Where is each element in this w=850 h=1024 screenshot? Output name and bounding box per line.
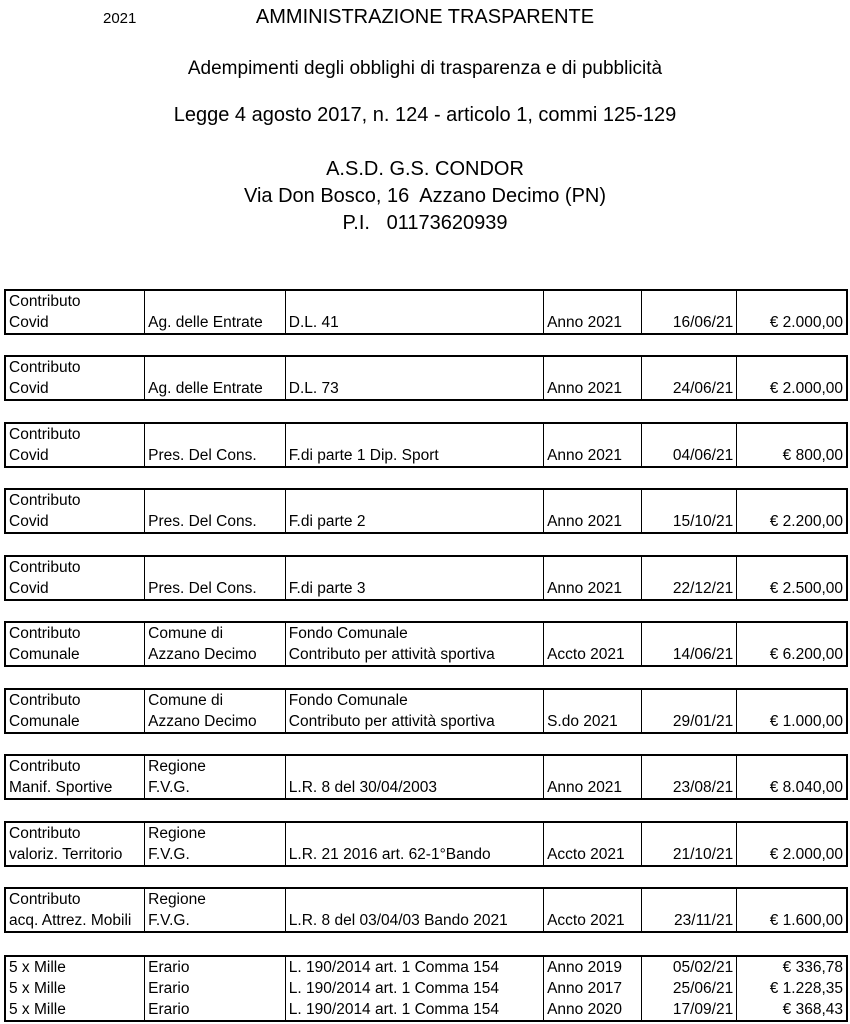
type-cell: Covid (9, 447, 49, 464)
date-cell: 22/12/21 (641, 578, 737, 600)
reference-cell (285, 556, 543, 578)
date-cell: 04/06/21 (641, 445, 737, 467)
source-cell: Erario (145, 999, 286, 1021)
contribution-block (4, 488, 848, 534)
reference-cell: D.L. 73 (285, 378, 543, 400)
date-cell: 16/06/21 (641, 312, 737, 334)
table-row (5, 755, 847, 777)
reference-cell: L.R. 21 2016 art. 62-1°Bando (285, 844, 543, 866)
source-cell: Ag. delle Entrate (145, 312, 286, 334)
amount-cell: € 6.200,00 (737, 644, 847, 666)
source-cell: F.V.G. (145, 910, 286, 932)
contribution-block (4, 621, 848, 667)
table-row (5, 356, 847, 378)
source-cell: Erario (145, 978, 286, 999)
period-cell: S.do 2021 (544, 711, 642, 733)
amount-cell: € 1.228,35 (737, 978, 847, 999)
period-cell (544, 556, 642, 578)
source-cell (145, 556, 286, 578)
reference-cell (285, 290, 543, 312)
amount-cell: € 2.200,00 (737, 511, 847, 533)
law-reference: Legge 4 agosto 2017, n. 124 - articolo 1, commi 125-129 (173, 104, 677, 126)
organization-address: Via Don Bosco, 16 Azzano Decimo (PN) (243, 185, 607, 207)
type-cell: Contributo (9, 559, 81, 576)
date-cell: 14/06/21 (641, 644, 737, 666)
period-cell: Anno 2021 (544, 511, 642, 533)
reference-cell (285, 489, 543, 511)
amount-cell: € 2.500,00 (737, 578, 847, 600)
reference-cell: L. 190/2014 art. 1 Comma 154 (285, 978, 543, 999)
type-cell: Contributo (9, 891, 81, 908)
period-cell: Anno 2021 (544, 312, 642, 334)
source-cell: Azzano Decimo (145, 644, 286, 666)
period-cell (544, 689, 642, 711)
table-row (5, 423, 847, 445)
source-cell: Azzano Decimo (145, 711, 286, 733)
table-row (5, 378, 847, 400)
amount-cell: € 368,43 (737, 999, 847, 1021)
document-year: 2021 (103, 10, 137, 27)
type-cell: acq. Attrez. Mobili (9, 912, 132, 929)
table-row (5, 689, 847, 711)
type-cell: Comunale (9, 713, 80, 730)
organization-name: A.S.D. G.S. CONDOR (326, 158, 524, 180)
source-cell (145, 423, 286, 445)
date-cell: 29/01/21 (641, 711, 737, 733)
date-cell (641, 290, 737, 312)
type-cell: Covid (9, 380, 49, 397)
type-cell: Comunale (9, 646, 80, 663)
type-cell: Contributo (9, 293, 81, 310)
contribution-block (4, 355, 848, 401)
source-cell (145, 489, 286, 511)
amount-cell (737, 622, 847, 644)
date-cell (641, 556, 737, 578)
reference-cell: Fondo Comunale (285, 689, 543, 711)
amount-cell (737, 556, 847, 578)
reference-cell (285, 356, 543, 378)
table-row (5, 445, 847, 467)
source-cell: Pres. Del Cons. (145, 578, 286, 600)
source-cell: Regione (145, 888, 286, 910)
amount-cell (737, 423, 847, 445)
reference-cell: F.di parte 3 (285, 578, 543, 600)
amount-cell: € 2.000,00 (737, 844, 847, 866)
table-row (5, 511, 847, 533)
contribution-block (4, 821, 848, 867)
amount-cell: € 2.000,00 (737, 378, 847, 400)
date-cell (641, 822, 737, 844)
source-cell: F.V.G. (145, 844, 286, 866)
contribution-block (4, 754, 848, 800)
table-row (5, 910, 847, 932)
period-cell: Anno 2017 (544, 978, 642, 999)
period-cell: Anno 2021 (544, 378, 642, 400)
table-row (5, 777, 847, 799)
date-cell: 17/09/21 (641, 999, 737, 1021)
period-cell (544, 356, 642, 378)
table-row (5, 978, 847, 999)
source-cell: Regione (145, 755, 286, 777)
type-cell: 5 x Mille (9, 959, 66, 976)
reference-cell (285, 888, 543, 910)
date-cell: 05/02/21 (641, 956, 737, 978)
period-cell (544, 888, 642, 910)
period-cell: Accto 2021 (544, 644, 642, 666)
type-cell: Manif. Sportive (9, 779, 113, 796)
reference-cell: F.di parte 2 (285, 511, 543, 533)
date-cell: 15/10/21 (641, 511, 737, 533)
table-row (5, 290, 847, 312)
organization-vat: P.I. 01173620939 (342, 212, 508, 234)
date-cell: 23/11/21 (641, 910, 737, 932)
date-cell: 25/06/21 (641, 978, 737, 999)
date-cell (641, 888, 737, 910)
type-cell: Contributo (9, 359, 81, 376)
period-cell (544, 489, 642, 511)
table-row (5, 578, 847, 600)
type-cell: 5 x Mille (9, 980, 66, 997)
period-cell (544, 423, 642, 445)
table-row (5, 711, 847, 733)
date-cell (641, 489, 737, 511)
type-cell: Contributo (9, 825, 81, 842)
type-cell: Contributo (9, 426, 81, 443)
amount-cell: € 800,00 (737, 445, 847, 467)
period-cell: Anno 2021 (544, 445, 642, 467)
date-cell (641, 755, 737, 777)
date-cell (641, 423, 737, 445)
period-cell: Anno 2020 (544, 999, 642, 1021)
type-cell: 5 x Mille (9, 1001, 66, 1018)
type-cell: Contributo (9, 692, 81, 709)
amount-cell (737, 689, 847, 711)
type-cell: valoriz. Territorio (9, 846, 123, 863)
amount-cell: € 2.000,00 (737, 312, 847, 334)
source-cell: Pres. Del Cons. (145, 511, 286, 533)
period-cell (544, 822, 642, 844)
reference-cell: Contributo per attività sportiva (285, 644, 543, 666)
date-cell (641, 356, 737, 378)
reference-cell: L. 190/2014 art. 1 Comma 154 (285, 999, 543, 1021)
type-cell: Covid (9, 314, 49, 331)
contribution-block (4, 955, 848, 1022)
reference-cell: L.R. 8 del 03/04/03 Bando 2021 (285, 910, 543, 932)
reference-cell: L.R. 8 del 30/04/2003 (285, 777, 543, 799)
source-cell: Pres. Del Cons. (145, 445, 286, 467)
period-cell: Accto 2021 (544, 844, 642, 866)
reference-cell (285, 822, 543, 844)
amount-cell: € 336,78 (737, 956, 847, 978)
amount-cell (737, 755, 847, 777)
amount-cell: € 1.000,00 (737, 711, 847, 733)
source-cell: Ag. delle Entrate (145, 378, 286, 400)
document-subtitle: Adempimenti degli obblighi di trasparenza e di pubblicità (187, 58, 663, 79)
amount-cell (737, 888, 847, 910)
source-cell: Regione (145, 822, 286, 844)
reference-cell: F.di parte 1 Dip. Sport (285, 445, 543, 467)
type-cell: Covid (9, 580, 49, 597)
date-cell: 23/08/21 (641, 777, 737, 799)
amount-cell (737, 290, 847, 312)
type-cell: Contributo (9, 492, 81, 509)
type-cell: Contributo (9, 625, 81, 642)
date-cell (641, 689, 737, 711)
type-cell: Contributo (9, 758, 81, 775)
period-cell: Anno 2021 (544, 578, 642, 600)
date-cell: 24/06/21 (641, 378, 737, 400)
amount-cell (737, 356, 847, 378)
source-cell (145, 290, 286, 312)
date-cell: 21/10/21 (641, 844, 737, 866)
source-cell: Comune di (145, 689, 286, 711)
table-row (5, 489, 847, 511)
table-row (5, 556, 847, 578)
amount-cell (737, 822, 847, 844)
period-cell (544, 622, 642, 644)
reference-cell: Fondo Comunale (285, 622, 543, 644)
table-row (5, 822, 847, 844)
contribution-block (4, 688, 848, 734)
source-cell (145, 356, 286, 378)
reference-cell (285, 755, 543, 777)
type-cell: Covid (9, 513, 49, 530)
contribution-block (4, 422, 848, 468)
amount-cell: € 1.600,00 (737, 910, 847, 932)
table-row (5, 956, 847, 978)
source-cell: F.V.G. (145, 777, 286, 799)
contribution-block (4, 887, 848, 933)
source-cell: Erario (145, 956, 286, 978)
contribution-block (4, 289, 848, 335)
period-cell: Anno 2019 (544, 956, 642, 978)
table-row (5, 999, 847, 1021)
period-cell (544, 290, 642, 312)
amount-cell (737, 489, 847, 511)
table-row (5, 844, 847, 866)
table-row (5, 622, 847, 644)
table-row (5, 312, 847, 334)
table-row (5, 644, 847, 666)
period-cell (544, 755, 642, 777)
reference-cell (285, 423, 543, 445)
reference-cell: Contributo per attività sportiva (285, 711, 543, 733)
table-row (5, 888, 847, 910)
document-title: AMMINISTRAZIONE TRASPARENTE (255, 6, 595, 28)
contribution-block (4, 555, 848, 601)
period-cell: Accto 2021 (544, 910, 642, 932)
period-cell: Anno 2021 (544, 777, 642, 799)
reference-cell: D.L. 41 (285, 312, 543, 334)
reference-cell: L. 190/2014 art. 1 Comma 154 (285, 956, 543, 978)
source-cell: Comune di (145, 622, 286, 644)
amount-cell: € 8.040,00 (737, 777, 847, 799)
date-cell (641, 622, 737, 644)
